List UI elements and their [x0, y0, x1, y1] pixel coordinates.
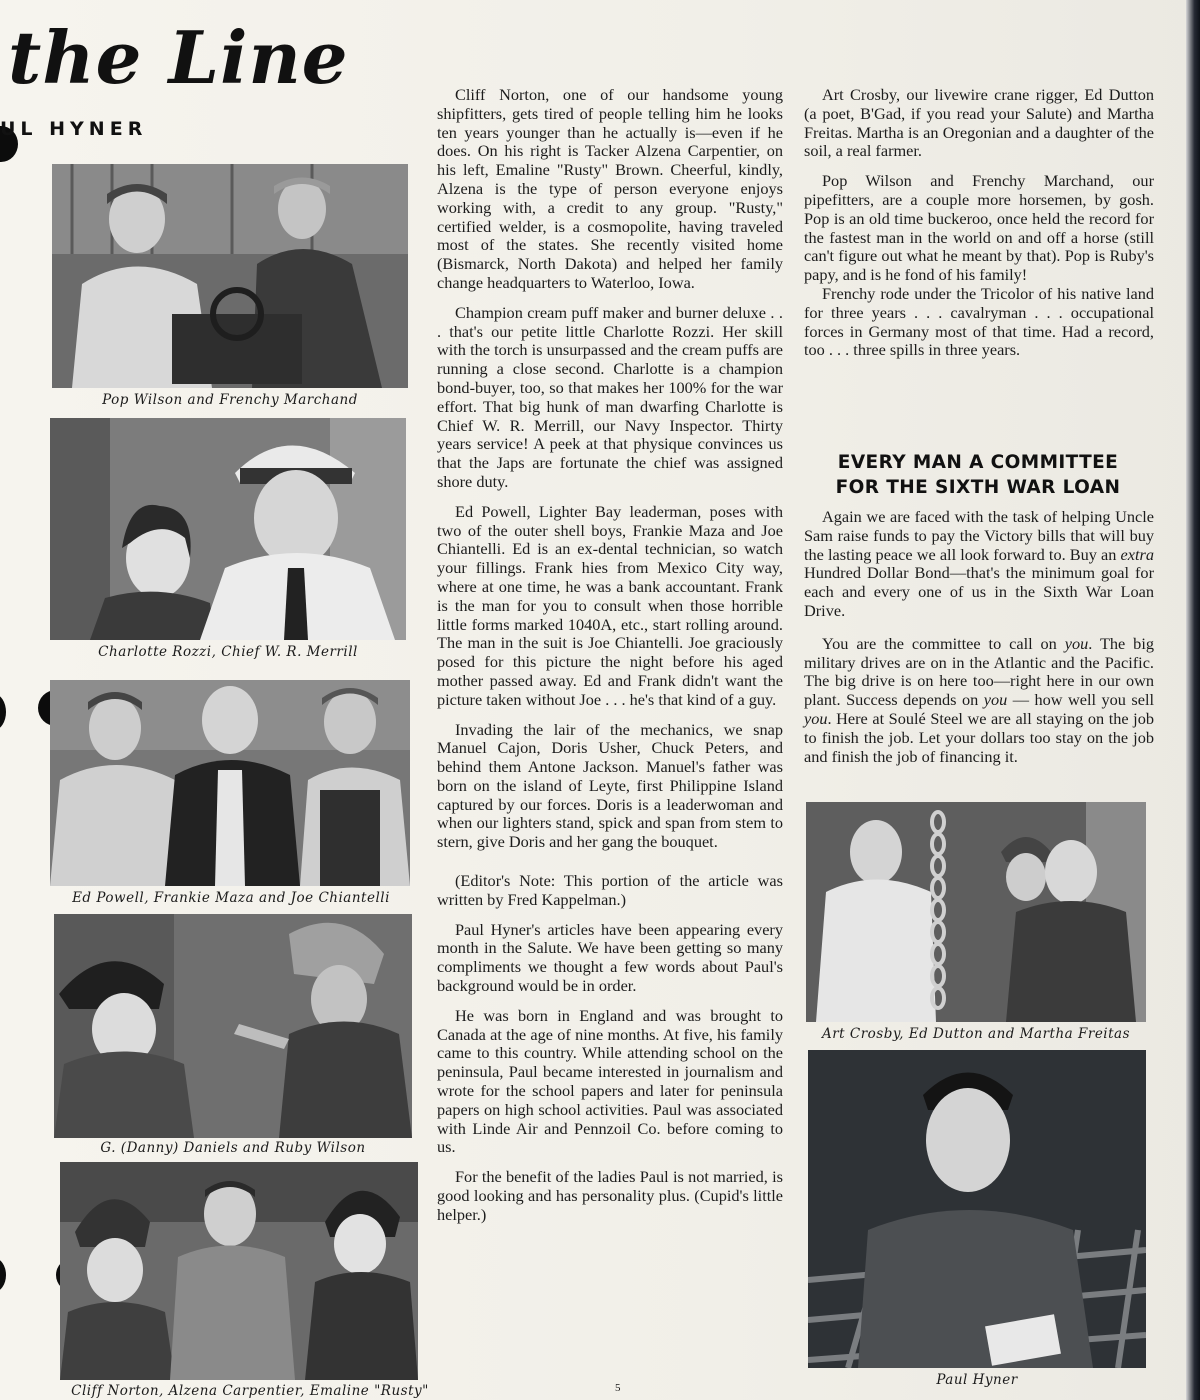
photo-ed-powell-group: [50, 680, 410, 886]
paragraph: For the benefit of the ladies Paul is not married, is good looking and has personality plus. (Cupid's little helper.): [437, 1167, 783, 1224]
photo-caption: Charlotte Rozzi, Chief W. R. Merrill: [98, 644, 358, 660]
paragraph: Pop Wilson and Frenchy Marchand, our pipefitters, are a couple more horsemen, by gosh. Pop is an old time buckeroo, once held the record for the fastest man in the world on and off a horse (still can't figure out what he meant by that). Pop is Ruby's papy, and is he fond of his family!: [804, 171, 1154, 285]
photo-cliff-norton-group: [60, 1162, 418, 1380]
heading-line: EVERY MAN A COMMITTEE: [837, 452, 1119, 473]
heading-line: FOR THE SIXTH WAR LOAN: [835, 477, 1121, 498]
photo-charlotte-rozzi-merrill: [50, 418, 406, 640]
photo-pop-wilson-frenchy: [52, 164, 408, 388]
paragraph: Frenchy rode under the Tricolor of his native land for three years . . . cavalryman . . . occupational forces in Germany most of that time. Had a record, too . . . three spills in three years.: [804, 283, 1154, 360]
photo-caption: Cliff Norton, Alzena Carpentier, Emaline "Rusty": [71, 1383, 429, 1399]
photo-art-crosby-group: [806, 802, 1146, 1022]
article-column-right: [804, 86, 1154, 371]
byline: UL HYNER: [0, 118, 148, 140]
photo-caption: Ed Powell, Frankie Maza and Joe Chiantelli: [72, 890, 390, 906]
photo-caption: Art Crosby, Ed Dutton and Martha Freitas: [821, 1026, 1131, 1042]
paragraph: Champion cream puff maker and burner deluxe . . . that's our petite little Charlotte Rozzi. Her skill with the torch is unsurpassed and the cream puffs are running a close second. Charlotte is a champion bond-buyer, too, so that makes her 100% for the war effort. That big hunk of man dwarfing Charlotte is Chief W. R. Merrill, our Navy Inspector. Thirty years service! A peek at that physique convinces us that the Japs are fortunate the chief was assigned shore duty.: [437, 302, 783, 491]
editor-note: (Editor's Note: This portion of the article was written by Fred Kappelman.): [437, 871, 783, 909]
photo-caption: Pop Wilson and Frenchy Marchand: [102, 392, 358, 408]
photo-caption: Paul Hyner: [936, 1372, 1018, 1388]
war-loan-column: [804, 508, 1154, 777]
section-heading: [800, 450, 1156, 500]
paragraph: You are the committee to call on you. The big military drives are on in the Atlantic and the Pacific. The big drive is on here too—right here in our own plant. Success depends on you — how well you sell you. Here at Soulé Steel we are all staying on the job to finish the job. Let your dollars too stay on the job and finish the job of financing it.: [804, 633, 1154, 766]
paragraph: Art Crosby, our livewire crane rigger, Ed Dutton (a poet, B'Gad, if you read your Salute) and Martha Freitas. Martha is an Oregonian and a daughter of the soil, a real farmer.: [804, 85, 1154, 161]
photo-danny-daniels-ruby: [54, 914, 412, 1138]
photo-paul-hyner: [808, 1050, 1146, 1368]
binding-edge: [1186, 0, 1200, 1400]
paragraph: Ed Powell, Lighter Bay leaderman, poses with two of the outer shell boys, Frankie Maza and Joe Chiantelli. Ed is an ex-dental technician, so watch your fillings. Frank hies from Mexico City way, where at one time, he was a bank accountant. Frank is the man for you to consult when those horrible little forms marked 1040A, etc., start rolling around. The man in the suit is Joe Chiantelli. Joe graciously posed for this picture the night before his aged mother passed away. Ed and Frank didn't want the picture taken without Joe . . . he's that kind of a guy.: [437, 501, 783, 709]
paragraph: Cliff Norton, one of our handsome young shipfitters, gets tired of people telling him he looks ten years younger than he actually is—even if he does. On his right is Tacker Alzena Carpentier, on his left, Emaline "Rusty" Brown. Cheerful, kindly, Alzena is the type of person everyone enjoys working with, a credit to any group. "Rusty," certified welder, is a cosmopolite, having traveled most of the states. She recently visited home (Bismarck, North Dakota) and helped her family change headquarters to Waterloo, Iowa.: [437, 85, 783, 292]
paragraph: He was born in England and was brought to Canada at the age of nine months. At five, his family came to this country. While attending school on the peninsula, Paul became interested in journalism and wrote for the school papers and later for peninsula papers on high school activities. Paul was associated with Linde Air and Pennzoil Co. before coming to us.: [437, 1005, 783, 1157]
paragraph: Invading the lair of the mechanics, we snap Manuel Cajon, Doris Usher, Chuck Peters, and behind them Antone Jackson. Manuel's father was born on the island of Leyte, first Philippine Island captured by our forces. Doris is a leaderwoman and when our lighters stand, spick and span from stem to stern, give Doris and her gang the bouquet.: [437, 719, 783, 852]
paragraph: Paul Hyner's articles have been appearing every month in the Salute. We have been getting so many compliments we thought a few words about Paul's background would be in order.: [437, 919, 783, 996]
page-number: 5: [615, 1382, 621, 1394]
punch-hole: [0, 694, 6, 730]
punch-hole: [0, 1258, 6, 1292]
photo-caption: G. (Danny) Daniels and Ruby Wilson: [100, 1140, 366, 1156]
article-column-middle: [437, 86, 783, 1236]
article-title: the Line: [8, 15, 349, 100]
paragraph: Again we are faced with the task of helping Uncle Sam raise funds to pay the Victory bills that will buy the lasting peace we all look forward to. Buy an extra Hundred Dollar Bond—that's the minimum goal for each and every one of us in the Sixth War Loan Drive.: [804, 507, 1154, 620]
